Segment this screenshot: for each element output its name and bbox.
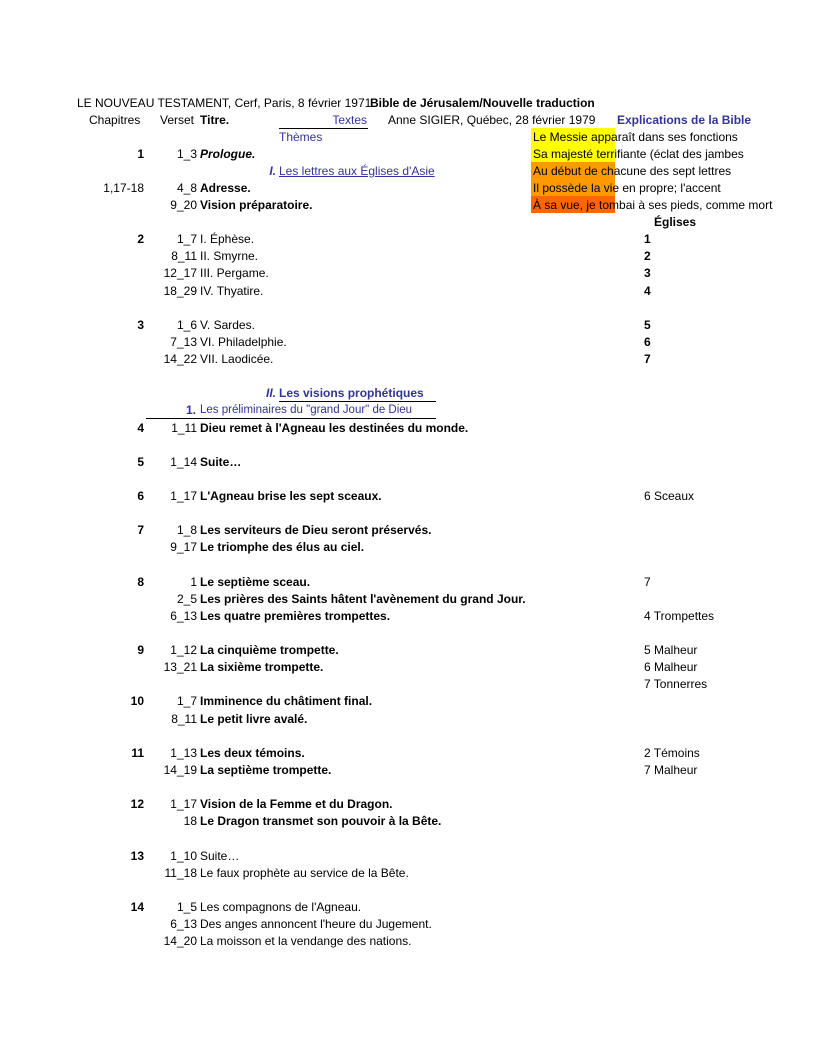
col-header-verset: Verset [160, 113, 195, 127]
section-title-cell: Suite… [200, 849, 240, 863]
chapter-number [70, 352, 144, 367]
section-title-cell: Des anges annoncent l'heure du Jugement. [200, 917, 432, 931]
chapter-number [70, 198, 144, 213]
section-title-cell: IV. Thyatire. [200, 284, 264, 298]
verse-range: 6_13 [170, 917, 197, 931]
chapter-number: 10 [130, 694, 144, 708]
section-title-cell: Les compagnons de l'Agneau. [200, 900, 362, 914]
verse-range [150, 677, 197, 692]
section-title-cell: Dieu remet à l'Agneau les destinées du monde. [200, 421, 469, 435]
chapter-number: 2 [137, 232, 144, 246]
eglise-marker: 3 [644, 266, 651, 280]
chapter-number: 3 [137, 318, 144, 332]
chapter-number: 9 [137, 643, 144, 657]
verse-range: 1_17 [170, 489, 197, 503]
verse-range: 1_17 [170, 797, 197, 811]
verse-range: 1_12 [170, 643, 197, 657]
eglise-marker: 4 [644, 284, 651, 298]
verse-range: 2_5 [176, 592, 197, 606]
verse-range: 1_10 [170, 849, 197, 863]
edition-cerf: LE NOUVEAU TESTAMENT, Cerf, Paris, 8 février 1971 [77, 96, 372, 110]
chapter-number [70, 866, 144, 881]
eglise-marker: 7 Malheur [644, 763, 698, 777]
verse-range: 12_17 [163, 266, 197, 280]
chapter-number [70, 814, 144, 829]
chapter-number [70, 540, 144, 555]
chapter-number [70, 609, 144, 624]
textes-underline [279, 128, 368, 129]
section-title: Les visions prophétiques [279, 386, 424, 400]
verse-range: 1_13 [170, 746, 197, 760]
section-title-cell: Le Dragon transmet son pouvoir à la Bête. [200, 814, 442, 828]
eglise-marker: 7 Tonnerres [644, 677, 708, 691]
verse-range: 14_20 [163, 934, 197, 948]
eglise-marker: 6 Malheur [644, 660, 698, 674]
eglise-marker: 2 Témoins [644, 746, 700, 760]
chapter-number [70, 917, 144, 932]
chapter-number: 11 [131, 746, 144, 760]
verse-range: 1_6 [176, 318, 197, 332]
verse-range: 9_17 [170, 540, 197, 554]
section-title-cell: Les serviteurs de Dieu seront préservés. [200, 523, 432, 537]
section-title-cell: La septième trompette. [200, 763, 332, 777]
section-title-cell: Vision préparatoire. [200, 198, 313, 212]
explanation-text: Sa majesté terrifiante (éclat des jambes [533, 147, 744, 161]
chapter-number [70, 660, 144, 675]
chapter-number [70, 763, 144, 778]
verse-range: 1_8 [176, 523, 197, 537]
chapter-number: 14 [130, 900, 144, 914]
col-header-chapitres: Chapitres [89, 113, 141, 127]
chapter-number: 1 [137, 147, 144, 161]
chapter-number [70, 592, 144, 607]
section-number: I. [269, 164, 276, 178]
verse-range: 1 [190, 575, 197, 589]
section-title-cell: VII. Laodicée. [200, 352, 274, 366]
chapter-number [70, 677, 144, 692]
section-title-cell: V. Sardes. [200, 318, 255, 332]
eglise-marker: 6 Sceaux [644, 489, 695, 503]
section-title-cell: Vision de la Femme et du Dragon. [200, 797, 393, 811]
explanation-text: À sa vue, je tombai à ses pieds, comme mort [533, 198, 773, 212]
section-title-cell: La moisson et la vendange des nations. [200, 934, 412, 948]
chapter-number: 8 [137, 575, 144, 589]
eglise-marker: 1 [644, 232, 651, 246]
chapter-number [70, 934, 144, 949]
col-header-eglises: Églises [654, 215, 697, 229]
chapter-number [70, 284, 144, 299]
subsection-number: 1. [185, 403, 196, 417]
eglise-marker: 2 [644, 249, 651, 263]
verse-range: 9_20 [170, 198, 197, 212]
col-header-textes: Textes [332, 113, 367, 127]
chapter-number [70, 335, 144, 350]
explanation-text: Le Messie apparaît dans ses fonctions [533, 130, 738, 144]
section-title-cell: Imminence du châtiment final. [200, 694, 373, 708]
section-title-cell: Le faux prophète au service de la Bête. [200, 866, 409, 880]
chapter-number [70, 266, 144, 281]
verse-range: 11_18 [164, 866, 197, 880]
section-title-cell: Le septième sceau. [200, 575, 311, 589]
section-title-cell: I. Éphèse. [200, 232, 255, 246]
section-title-cell: Les prières des Saints hâtent l'avènement du grand Jour. [200, 592, 526, 606]
section-title-cell: La sixième trompette. [200, 660, 324, 674]
section-title-cell: Le triomphe des élus au ciel. [200, 540, 365, 554]
section-underline [279, 401, 436, 402]
section-title-cell: Suite… [200, 455, 242, 469]
chapter-number: 5 [137, 455, 144, 469]
verse-range: 13_21 [163, 660, 197, 674]
section-title-cell: L'Agneau brise les sept sceaux. [200, 489, 382, 503]
verse-range: 1_11 [171, 421, 197, 435]
section-title-cell: La cinquième trompette. [200, 643, 339, 657]
eglise-marker: 7 [644, 352, 651, 366]
explanation-text: Au début de chacune des sept lettres [533, 164, 732, 178]
section-title-cell: VI. Philadelphie. [200, 335, 287, 349]
verse-range: 18_29 [163, 284, 197, 298]
eglise-marker: 6 [644, 335, 651, 349]
verse-range: 1_7 [176, 232, 197, 246]
section-title-cell: Prologue. [200, 147, 256, 161]
explanation-text: Il possède la vie en propre; l'accent [533, 181, 721, 195]
verse-range: 14_19 [163, 763, 197, 777]
col-header-explications: Explications de la Bible [617, 113, 752, 127]
edition-bible-jerusalem: Bible de Jérusalem/Nouvelle traduction [370, 96, 595, 110]
col-header-titre: Titre. [200, 113, 230, 127]
verse-range: 6_13 [170, 609, 197, 623]
eglise-marker: 7 [644, 575, 651, 589]
section-title-cell: Les quatre premières trompettes. [200, 609, 391, 623]
chapter-number: 6 [137, 489, 144, 503]
section-title-cell: Le petit livre avalé. [200, 712, 308, 726]
verse-range: 1_7 [176, 694, 197, 708]
verse-range: 1_3 [176, 147, 197, 161]
verse-range: 1_5 [176, 900, 197, 914]
eglise-marker: 4 Trompettes [644, 609, 715, 623]
verse-range: 4_8 [176, 181, 197, 195]
verse-range: 8_11 [171, 249, 197, 263]
verse-range: 18 [183, 814, 197, 828]
section-title: Les lettres aux Églises d'Asie [279, 164, 435, 178]
chapter-number: 4 [137, 421, 144, 435]
edition-sigier: Anne SIGIER, Québec, 28 février 1979 [388, 113, 596, 127]
verse-range: 14_22 [163, 352, 197, 366]
subsection-title: Les préliminaires du "grand Jour" de Dieu [200, 404, 413, 416]
section-number: II. [265, 386, 276, 400]
chapter-number: 13 [130, 849, 144, 863]
verse-range: 8_11 [171, 712, 197, 726]
section-title-cell: II. Smyrne. [200, 249, 259, 263]
section-title-cell: III. Pergame. [200, 266, 269, 280]
chapter-number: 7 [137, 523, 144, 537]
eglise-marker: 5 Malheur [644, 643, 698, 657]
col-header-themes: Thèmes [279, 130, 323, 144]
section-title-cell: Adresse. [200, 181, 251, 195]
eglise-marker: 5 [644, 318, 651, 332]
subsection-underline [146, 418, 436, 419]
section-title-cell: Les deux témoins. [200, 746, 305, 760]
chapter-number [70, 249, 144, 264]
verse-range: 7_13 [170, 335, 197, 349]
chapter-number: 12 [130, 797, 144, 811]
chapter-number: 1,17-18 [103, 181, 144, 195]
verse-range: 1_14 [170, 455, 197, 469]
chapter-number [70, 712, 144, 727]
